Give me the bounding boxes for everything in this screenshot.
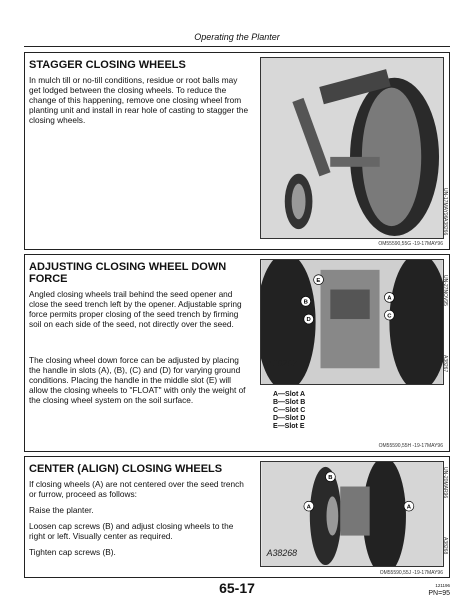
slot-legend-item: B—Slot B xyxy=(273,399,306,406)
footer-ref: OM55590,55J -19-17MAY96 xyxy=(379,570,443,576)
callout-a-left xyxy=(304,501,314,511)
slot-legend-item: C—Slot C xyxy=(273,407,306,414)
svg-text:C: C xyxy=(387,313,392,320)
figure-side-ref-2: A38267 xyxy=(442,355,448,373)
callout-c xyxy=(384,310,394,320)
svg-text:A: A xyxy=(387,295,392,302)
slot-legend-item: E—Slot E xyxy=(273,423,305,430)
page-number: 65-17 xyxy=(219,580,255,596)
section-paragraph: Raise the planter. xyxy=(29,505,94,515)
section-adjusting-down-force xyxy=(24,254,450,452)
down-force-photo xyxy=(260,259,444,385)
callout-e xyxy=(314,275,324,285)
page-code: PN=95 xyxy=(428,590,450,597)
section-title: CENTER (ALIGN) CLOSING WHEELS xyxy=(29,463,223,475)
figure-code-inset: A38267 xyxy=(266,358,297,369)
svg-text:A: A xyxy=(306,504,311,511)
section-paragraph: Angled closing wheels trail behind the seed opener and close the seed trench left by the opener. Adjustable spring force permits proper closing of the seed trench by firming soil on each side of the seed, not directly over the seed. xyxy=(29,289,242,329)
page-tiny-code: 121196 xyxy=(435,583,450,588)
callout-d xyxy=(304,314,314,324)
figure-code: A38266 xyxy=(442,218,448,236)
svg-text:A: A xyxy=(406,504,411,511)
section-center-closing-wheels xyxy=(24,456,450,578)
section-title: ADJUSTING CLOSING WHEEL DOWN FORCE xyxy=(29,261,227,285)
footer-ref: OM55590,55H -19-17MAY96 xyxy=(378,443,443,449)
callout-a-right xyxy=(404,501,414,511)
figure-code-inset: A38268 xyxy=(266,548,298,559)
section-paragraph: In mulch till or no-till conditions, residue or root balls may get lodged between the closing wheels. To reduce the change of this happening, remove one closing wheel from planting unit and install in rear hole of casting to stagger the closing wheels. xyxy=(29,75,249,125)
footer-ref: OM55590,55G -19-17MAY96 xyxy=(378,241,443,247)
figure-side-ref: UN-27NOV95 xyxy=(442,275,448,306)
stagger-wheels-photo xyxy=(260,57,444,239)
svg-text:D: D xyxy=(306,317,311,324)
svg-text:E: E xyxy=(316,277,321,284)
callout-b xyxy=(301,296,311,306)
center-wheels-photo xyxy=(260,461,444,567)
svg-text:B: B xyxy=(303,299,308,306)
slot-legend-item: D—Slot D xyxy=(273,415,306,422)
section-paragraph: The closing wheel down force can be adjusted by placing the handle in slots (A), (B), (C) and (D) for varying ground conditions. Placing the handle in the middle slot (E) will allow the closing wheels to "FLOAT" with only the weight of the closing wheel system on the soil surface. xyxy=(29,355,246,405)
section-paragraph: Loosen cap screws (B) and adjust closing wheels to the right or left. Visually center as required. xyxy=(29,521,234,541)
stagger-wheels-illustration xyxy=(261,58,443,238)
section-stagger-closing-wheels xyxy=(24,52,450,250)
figure-side-ref: UN-17MAY96 xyxy=(442,188,448,219)
figure-side-ref: UN-20MAR96 xyxy=(442,467,448,499)
page-header: Operating the Planter xyxy=(24,32,450,47)
svg-text:B: B xyxy=(328,474,333,481)
figure-side-ref-2: A38268 xyxy=(442,537,448,555)
section-paragraph: Tighten cap screws (B). xyxy=(29,547,116,557)
slot-legend-item: A—Slot A xyxy=(273,391,306,398)
down-force-illustration xyxy=(261,260,443,384)
callout-a xyxy=(384,292,394,302)
section-title: STAGGER CLOSING WHEELS xyxy=(29,59,186,71)
center-wheels-illustration xyxy=(261,462,443,566)
slot-legend xyxy=(273,391,305,431)
section-paragraph: If closing wheels (A) are not centered over the seed trench or furrow, proceed as follows: xyxy=(29,479,244,499)
callout-b xyxy=(326,472,336,482)
